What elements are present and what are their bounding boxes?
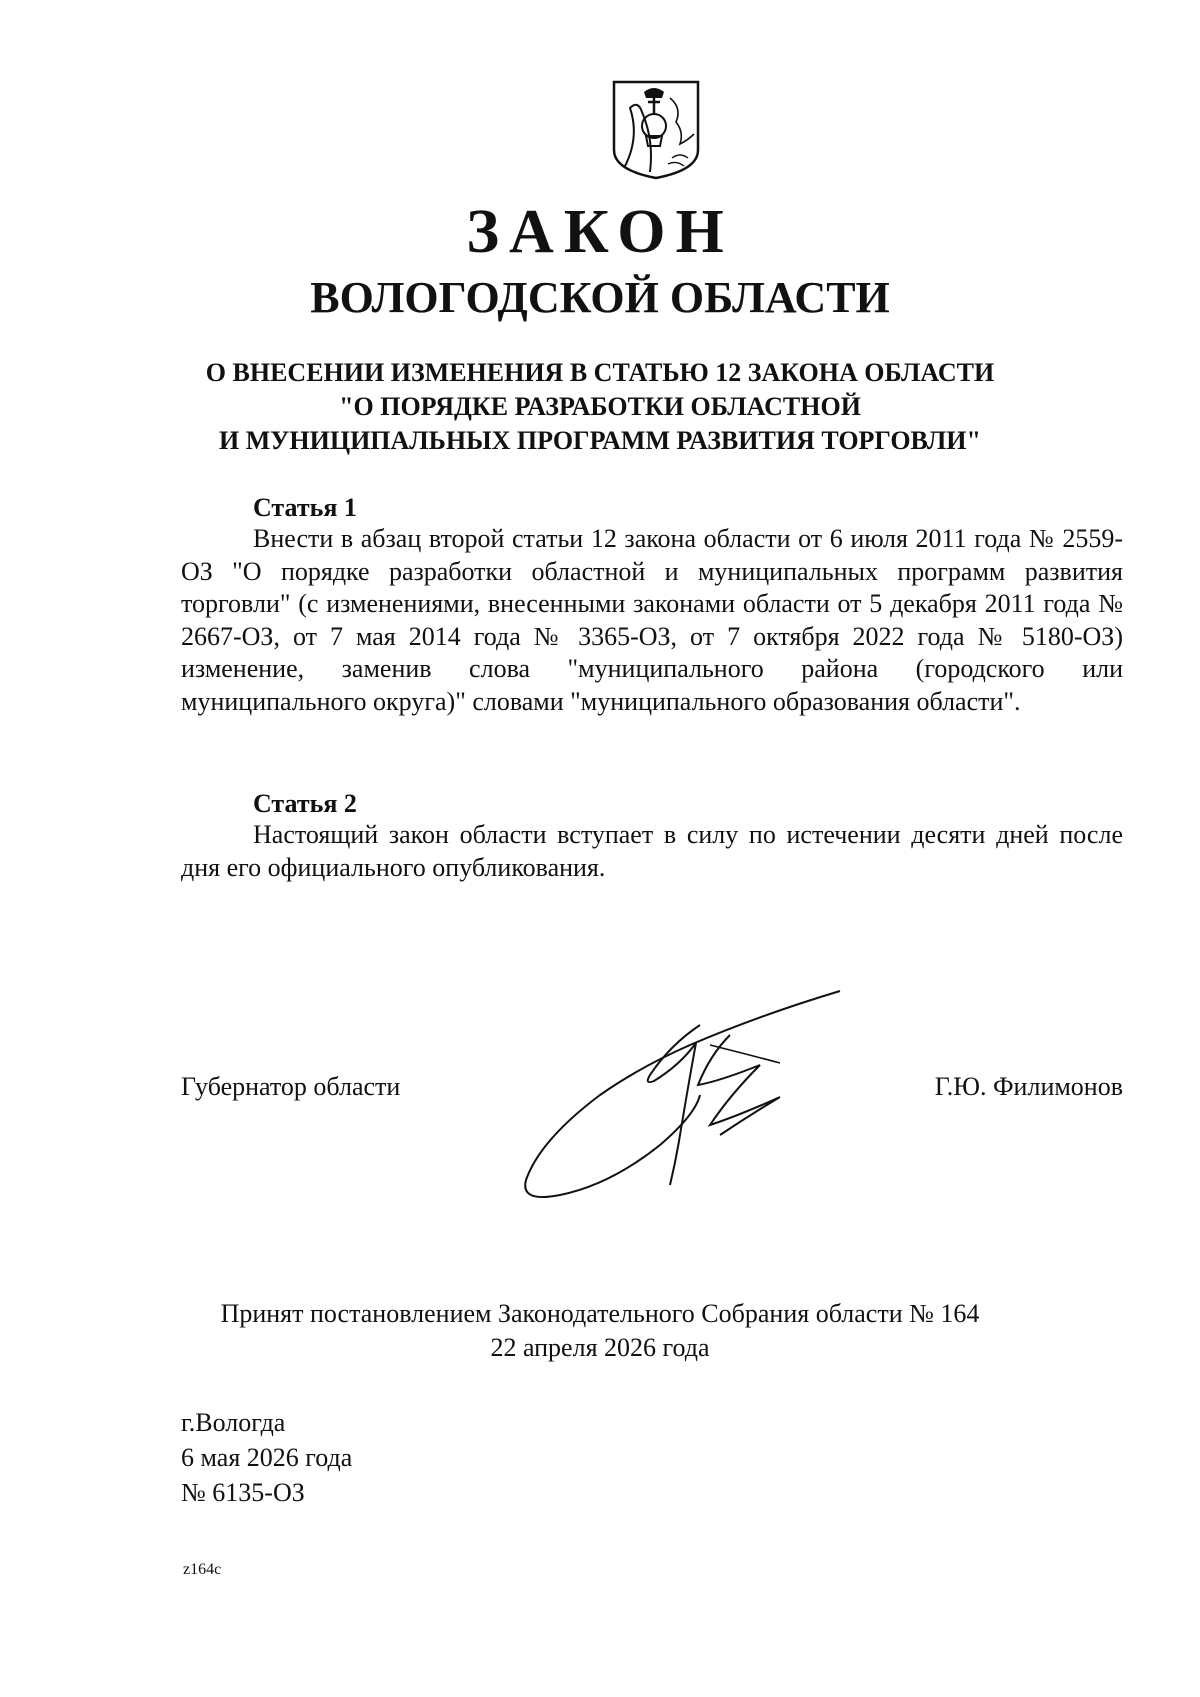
- article-2-text: Настоящий закон области вступает в силу по истечении десяти дней после дня его официального опубликования.: [181, 820, 1123, 882]
- article-2-heading: Статья 2: [253, 789, 357, 818]
- governor-position: Губернатор области: [181, 1072, 401, 1101]
- handwritten-signature: [520, 985, 860, 1205]
- city: г.Вологда: [181, 1408, 286, 1437]
- article-1-text: Внести в абзац второй статьи 12 закона области от 6 июля 2011 года № 2559-ОЗ "О порядке разработки областной и муниципальных программ развития торговли" (с изменениями, внесенными законами области от 5 декабря 2011 года № 2667-ОЗ, от 7 мая 2014 года № 3365-ОЗ, от 7 октября 2022 года № 5180-ОЗ) изменение, заменив слова "муниципального района (городского или муниципального округа)" словами "муниципального образования области".: [181, 524, 1123, 716]
- governor-name: Г.Ю. Филимонов: [934, 1072, 1123, 1101]
- document-subtitle: ВОЛОГОДСКОЙ ОБЛАСТИ: [310, 273, 890, 322]
- adoption-info: [150, 1297, 1050, 1365]
- law-number: № 6135-ОЗ: [181, 1478, 305, 1507]
- article-1-heading: Статья 1: [253, 493, 357, 522]
- law-name-line: "О ПОРЯДКЕ РАЗРАБОТКИ ОБЛАСТНОЙ: [339, 392, 861, 421]
- law-name-line: О ВНЕСЕНИИ ИЗМЕНЕНИЯ В СТАТЬЮ 12 ЗАКОНА ОБЛАСТИ: [205, 358, 995, 387]
- law-name: [150, 356, 1050, 458]
- document-title: ЗАКОН: [466, 198, 734, 266]
- law-name-line: И МУНИЦИПАЛЬНЫХ ПРОГРАММ РАЗВИТИЯ ТОРГОВЛИ": [219, 426, 981, 455]
- signing-date: 6 мая 2026 года: [181, 1443, 353, 1472]
- adoption-date: 22 апреля 2026 года: [490, 1333, 710, 1362]
- adoption-line: Принят постановлением Законодательного Собрания области № 164: [220, 1299, 980, 1328]
- coat-of-arms-icon: [610, 78, 702, 182]
- document-code: z164c: [183, 1561, 222, 1578]
- place-and-date: [181, 1405, 352, 1510]
